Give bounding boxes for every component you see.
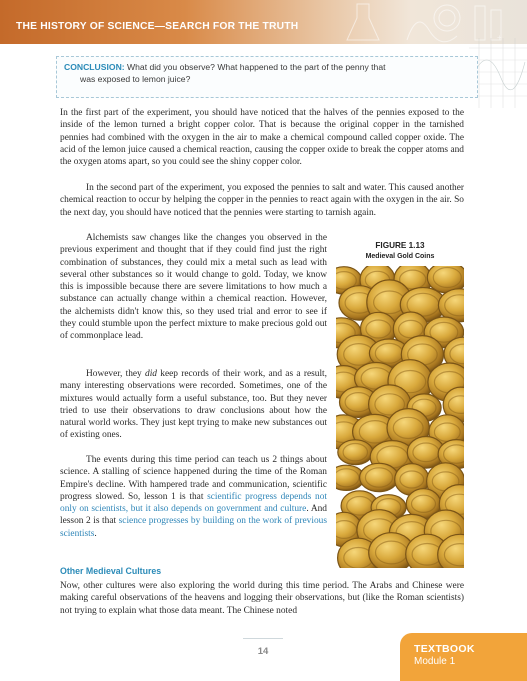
paragraph-records: However, they did keep records of their work, and as a result, many interesting observations were recorded. Sometimes, one of the mixtures would actually form a useful substance, too. But they never tried to use their observations to draw conclusions about how the natural world works. They just kept trying to make new substances out of existing ones. (60, 369, 327, 441)
tab-label-module: Module 1 (414, 656, 456, 667)
running-head-title: THE HISTORY OF SCIENCE—SEARCH FOR THE TRUTH (16, 21, 299, 32)
page-header-banner (0, 0, 527, 44)
paragraph-alchemists: Alchemists saw changes like the changes you observed in the previous experiment and thought that if they could find just the right combination of substances, they could mix a metal such as lead with several other substances so it would change to gold. Today, we know this is impossible because there are severe limitations to how much a substance can actually change within a chemical reaction. However, the alchemists didn't know this, so they used trial and error to see if they could stumble upon the perfect mixture to make precious gold out of commonplace lead. (60, 233, 327, 342)
highlight-lesson-1: scientific progress depends not only on scientists, but it also depends on government and culture (60, 491, 327, 515)
tab-label-textbook: TEXTBOOK (414, 643, 475, 655)
page-number: 14 (257, 646, 269, 657)
emphasis-did: did (145, 369, 157, 379)
conclusion-label: CONCLUSION: (64, 62, 125, 72)
highlight-lesson-2: science progresses by building on the work of previous scientists (60, 516, 328, 539)
gold-coins-image (336, 266, 464, 568)
paragraph-lessons: The events during this time period can teach us 2 things about science. A stalling of science happened during the time of the Roman Empire's decline. With hampered trade and communication, scientific progress slowed. So, lesson 1 is that scientific progress depends not only on scientists, but it also depends on government and culture. And lesson 2 is that science progresses by building on the work of previous scientists. (60, 455, 328, 539)
paragraph-other-cultures: Now, other cultures were also exploring the world during this time period. The Arabs and Chinese were making careful observations of the heavens and logging their observations, but (like the Roman scientists) not trying to explain what those data meant. The Chinese noted (60, 581, 464, 616)
figure-caption: Medieval Gold Coins (365, 253, 435, 260)
paragraph-salt-result: In the second part of the experiment, you exposed the pennies to salt and water. This caused another chemical reaction to occur by helping the copper in the pennies to react again with the oxygen in the air. So the next day, you should have noticed that the pennies were starting to tarnish again. (60, 183, 464, 218)
conclusion-prompt (64, 61, 469, 85)
paragraph-lemon-result: In the first part of the experiment, you should have noticed that the halves of the pennies exposed to the inside of the lemon turned a bright copper color. That is because the original copper in the tarnished pennies had combined with the oxygen in the air to make a chemical compound called copper oxide. The acid of the lemon juice caused a chemical reaction, causing the copper oxide to break the copper atoms and the oxygen atoms apart, so you could see the shiny copper color. (60, 108, 464, 168)
figure-number: FIGURE 1.13 (375, 241, 425, 250)
svg-text:+: + (497, 33, 502, 42)
section-subheading: Other Medieval Cultures (60, 566, 162, 576)
conclusion-question-line1: What did you observe? What happened to the part of the penny that (127, 62, 386, 72)
page-number-rule (243, 638, 283, 639)
conclusion-question-line2: was exposed to lemon juice? (80, 74, 191, 84)
